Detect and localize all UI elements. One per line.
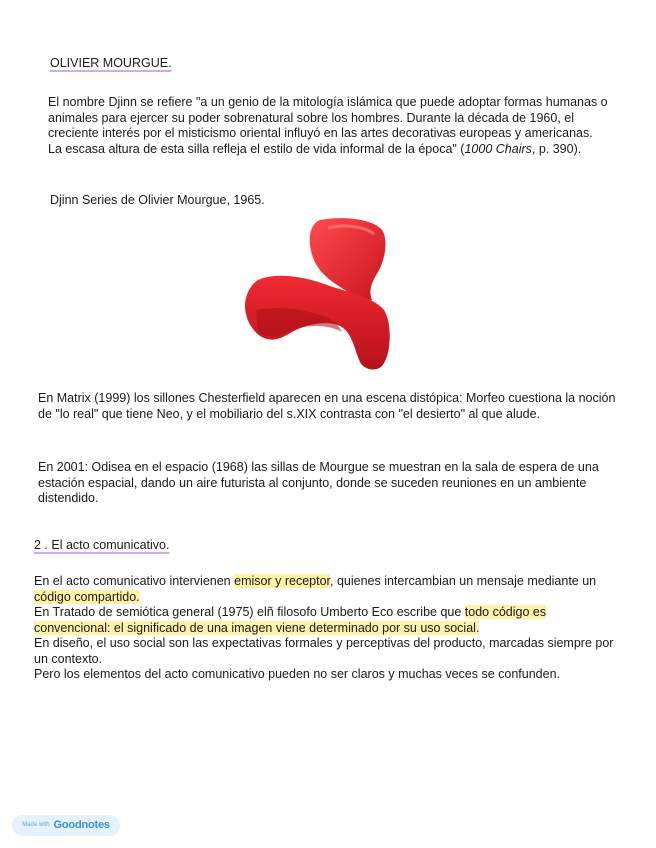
highlight-codigo-convencional: todo código es convencional: el significado de una imagen viene determinado por su uso social. [34,605,547,635]
section-heading-mourgue: OLIVIER MOURGUE. [50,56,172,70]
body-text: En el acto comunicativo intervienen [34,574,235,588]
body-line-emisor [34,574,626,605]
goodnotes-badge [12,815,120,836]
badge-made-with: Made with [22,821,50,828]
red-djinn-chair-photo-icon [236,214,396,374]
highlight-emisor-receptor: emisor y receptor [234,574,330,588]
image-caption: Djinn Series de Olivier Mourgue, 1965. [50,193,265,207]
paragraph-text: El nombre Djinn se refiere "a un genio de la mitología islámica que puede adoptar formas humanas o animales para ejercer su poder sobrenatural sobre los hombres. Durante la década de 1960, el creciente interés por el misticismo oriental influyó en las artes decorativas europeas y americanas. La escasa altura de esta silla refleja el estilo de vida informal de la época" ( [48,95,608,156]
body-text: En Tratado de semiótica general (1975) elñ filosofo Umberto Eco escribe que [34,605,465,619]
paragraph-matrix: En Matrix (1999) los sillones Chesterfield aparecen en una escena distópica: Morfeo cuestiona la noción de "lo real" que tiene Neo, y el mobiliario del s.XIX contrasta con "el desierto" al que alude. [38,391,616,421]
paragraph-djinn-description [48,95,608,157]
goodnotes-logo: Goodnotes [53,818,110,831]
paragraph-text-end: , p. 390). [531,141,582,156]
highlight-codigo-compartido: código compartido. [34,589,140,604]
djinn-chair-image [236,214,396,374]
section-heading-acto-comunicativo: 2 . El acto comunicativo. [34,538,170,552]
body-line-diseno: En diseño, el uso social son las expectativas formales y perceptivas del producto, marcadas siempre por un contexto. [34,636,614,666]
paragraph-2001-odisea: En 2001: Odisea en el espacio (1968) las sillas de Mourgue se muestran en la sala de espera de una estación espacial, dando un aire futurista al conjunto, donde se suceden reuniones en un ambiente distendido. [38,460,599,505]
book-title: 1000 Chairs [464,141,532,156]
body-line-eco [34,605,626,636]
section-acto-comunicativo-body [34,574,626,683]
body-line-confusion: Pero los elementos del acto comunicativo pueden no ser claros y muchas veces se confunden. [34,667,560,681]
body-text: , quienes intercambian un mensaje mediante un [330,574,597,588]
